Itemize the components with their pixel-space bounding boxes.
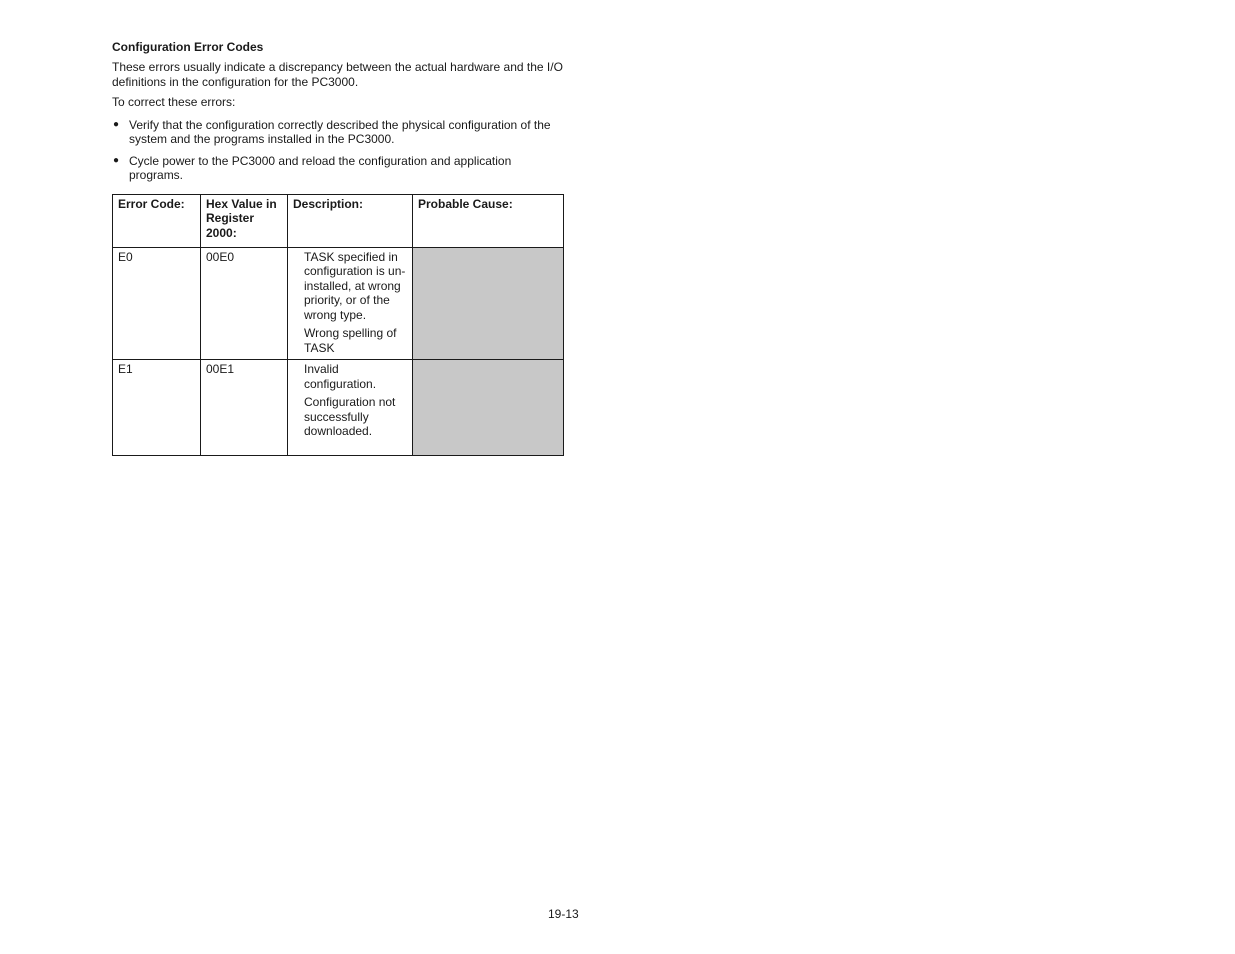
list-item-text: Cycle power to the PC3000 and reload the configuration and application programs. [129,153,512,182]
section-title: Configuration Error Codes [112,40,264,54]
list-item [112,118,563,147]
description-line: TASK specified in configuration is un-installed, at wrong priority, or of the wrong type. [304,249,406,322]
correction-steps-list [112,118,563,183]
cell-hex-value: 00E0 [201,247,288,360]
page-number: 19-13 [548,907,579,921]
cell-probable-cause [413,247,564,360]
intro-paragraph: These errors usually indicate a discrepancy between the actual hardware and the I/O definitions in the configuration for the PC3000. [112,60,563,89]
cell-error-code: E0 [113,247,201,360]
cell-hex-value: 00E1 [201,360,288,456]
description-line: Invalid configuration. [304,362,377,391]
document-body [112,40,563,456]
error-codes-table [112,194,564,457]
cell-description [288,360,413,456]
bullet-icon: ● [113,154,120,166]
header-hex-value: Hex Value in Register 2000: [201,194,288,247]
header-error-code: Error Code: [113,194,201,247]
table-header-row [113,194,564,247]
description-line: Configuration not successfully downloaded. [304,395,396,438]
lead-paragraph: To correct these errors: [112,95,236,109]
bullet-icon: ● [113,118,120,130]
table-row [113,360,564,456]
header-probable-cause: Probable Cause: [413,194,564,247]
cell-description [288,247,413,360]
cell-error-code: E1 [113,360,201,456]
description-line: Wrong spelling of TASK [304,326,397,355]
cell-probable-cause [413,360,564,456]
list-item [112,154,563,183]
header-description: Description: [288,194,413,247]
table-row [113,247,564,360]
list-item-text: Verify that the configuration correctly described the physical configuration of the system and the programs installed in the PC3000. [129,117,551,146]
